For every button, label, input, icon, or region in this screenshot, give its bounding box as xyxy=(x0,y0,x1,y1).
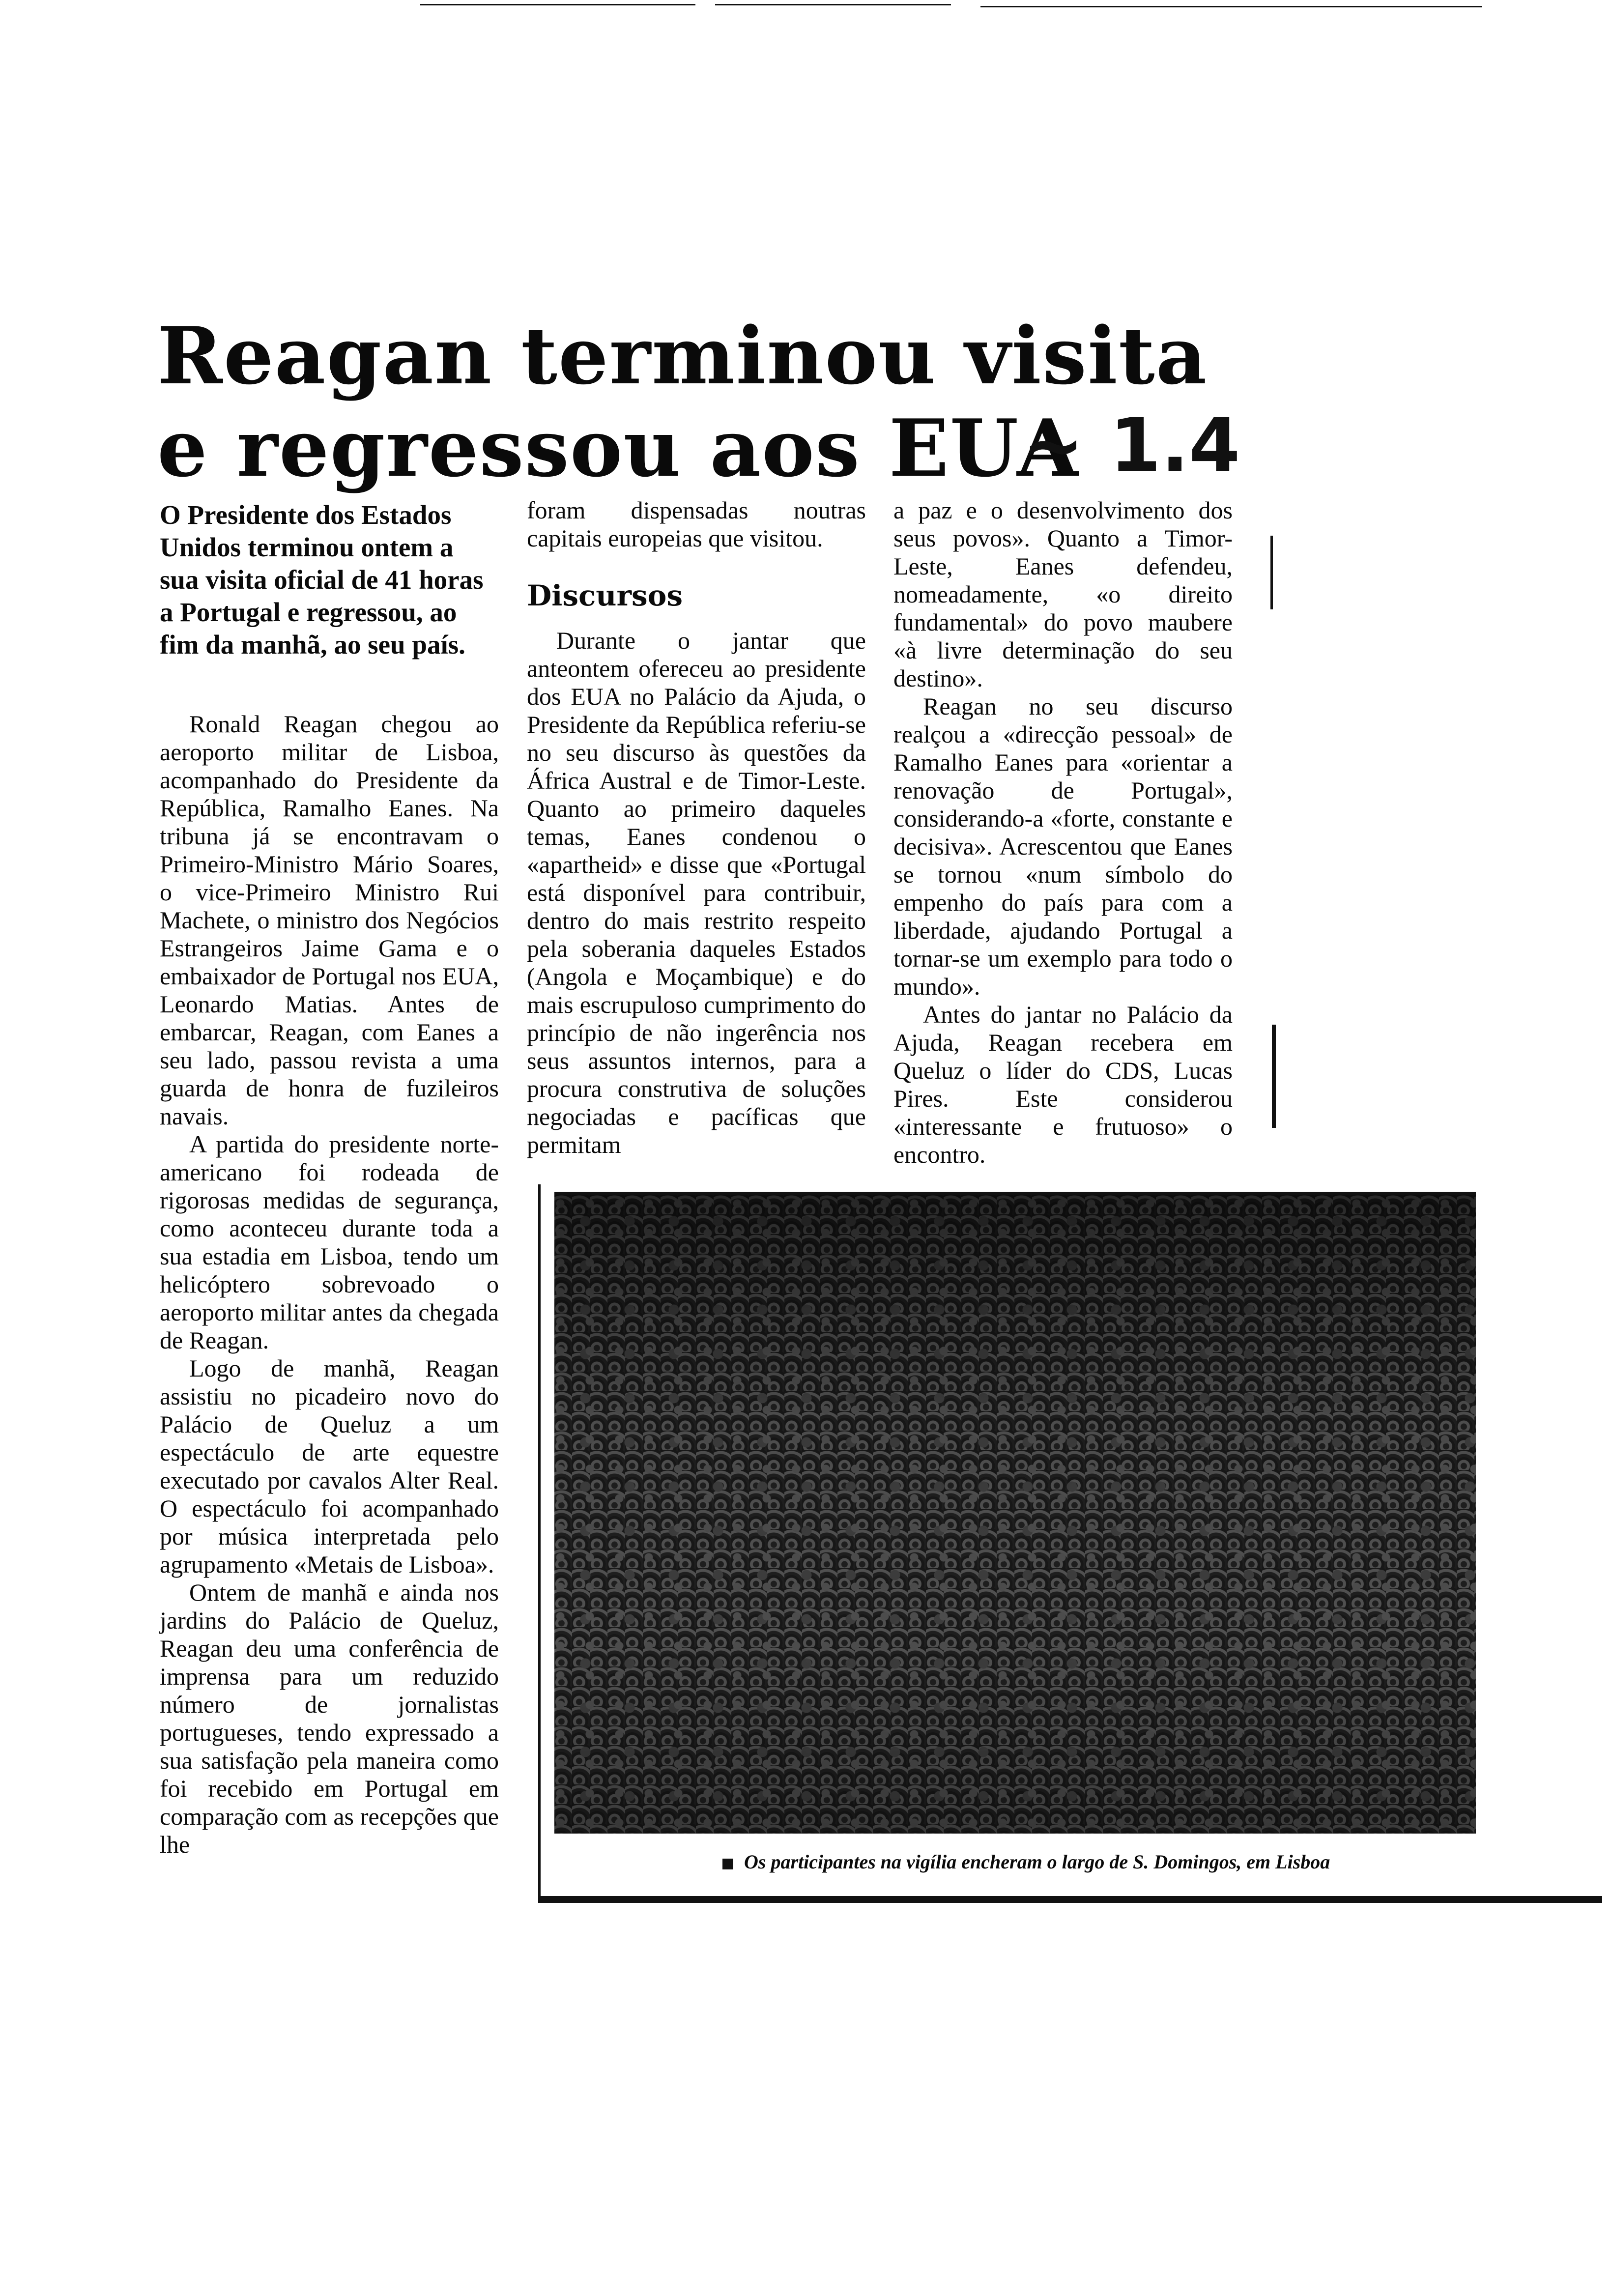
top-rule-mid xyxy=(715,4,951,5)
paragraph: Ontem de manhã e ainda nos jardins do Palácio de Queluz, Reagan deu uma conferência de imprensa para um reduzido número de jornalistas portugueses, tendo expressado a sua satisfação pela maneira como foi recebido em Portugal em comparação com as recepções que lhe xyxy=(160,1578,499,1858)
crowd-photo xyxy=(554,1192,1476,1834)
paragraph: A partida do presidente norte-americano foi rodeada de rigorosas medidas de segurança, como aconteceu durante toda a sua estadia em Lisboa, tendo um helicóptero sobrevoado o aeroporto militar antes da chegada de Reagan. xyxy=(160,1130,499,1354)
headline-line-1: Reagan terminou visita xyxy=(157,310,1208,402)
margin-mark xyxy=(1272,1025,1276,1128)
paragraph: Durante o jantar que anteontem ofereceu ao presidente dos EUA no Palácio da Ajuda, o Presidente da República referiu-se no seu discurso às questões da África Austral e de Timor-Leste. Quanto ao primeiro daqueles temas, Eanes condenou o «apartheid» e disse que «Portugal está disponível para contribuir, dentro do mais restrito respeito pela soberania daqueles Estados (Angola e Moçambique) e do mais escrupuloso cumprimento do princípio de não ingerência nos seus assuntos internos, para a procura construtiva de soluções negociadas e pacíficas que permitam xyxy=(527,627,866,1158)
paragraph: a paz e o desenvolvimento dos seus povos». Quanto a Timor-Leste, Eanes defendeu, nomeadamente, «o direito fundamental» do povo maubere «à livre determinação do seu destino». xyxy=(893,496,1233,692)
margin-mark xyxy=(1270,536,1273,609)
lede: O Presidente dos Estados Unidos terminou ontem a sua visita oficial de 41 horas a Portugal e regressou, ao fim da manhã, ao seu país. xyxy=(160,500,484,660)
caption-text: Os participantes na vigília encheram o largo de S. Domingos, em Lisboa xyxy=(744,1851,1330,1873)
photo-frame-bottom xyxy=(538,1896,1602,1903)
headline-line-2: e regressou aos EUA xyxy=(157,402,1079,494)
column-1 xyxy=(160,499,499,1859)
column-2 xyxy=(527,496,866,1159)
paragraph: Antes do jantar no Palácio da Ajuda, Reagan recebera em Queluz o líder do CDS, Lucas Pires. Este considerou «interessante e frutuoso» o encontro. xyxy=(893,1001,1233,1168)
photo-shading xyxy=(554,1195,1476,1834)
top-rule-right xyxy=(980,6,1482,7)
top-rule-left xyxy=(420,4,695,5)
photo-caption xyxy=(722,1850,1474,1874)
photo-frame-left xyxy=(538,1184,541,1899)
column-3 xyxy=(893,496,1233,1169)
handwritten-note: ~ 1.4 xyxy=(1022,403,1240,488)
caption-square-icon xyxy=(722,1859,733,1869)
paragraph: foram dispensadas noutras capitais europeias que visitou. xyxy=(527,496,866,552)
subhead-discursos: Discursos xyxy=(527,579,683,612)
paragraph: Reagan no seu discurso realçou a «direcção pessoal» de Ramalho Eanes para «orientar a renovação de Portugal», considerando-a «forte, constante e decisiva». Acrescentou que Eanes se tornou «num símbolo do empenho do país para com a liberdade, ajudando Portugal a tornar-se um exemplo para todo o mundo». xyxy=(893,692,1233,1000)
paragraph: Logo de manhã, Reagan assistiu no picadeiro novo do Palácio de Queluz a um espectáculo de arte equestre executado por cavalos Alter Real. O espectáculo foi acompanhado por música interpretada pelo agrupamento «Metais de Lisboa». xyxy=(160,1354,499,1578)
paragraph: Ronald Reagan chegou ao aeroporto militar de Lisboa, acompanhado do Presidente da República, Ramalho Eanes. Na tribuna já se encontravam o Primeiro-Ministro Mário Soares, o vice-Primeiro Ministro Rui Machete, o ministro dos Negócios Estrangeiros Jaime Gama e o embaixador de Portugal nos EUA, Leonardo Matias. Antes de embarcar, Reagan, com Eanes a seu lado, passou revista a uma guarda de honra de fuzileiros navais. xyxy=(160,710,499,1130)
